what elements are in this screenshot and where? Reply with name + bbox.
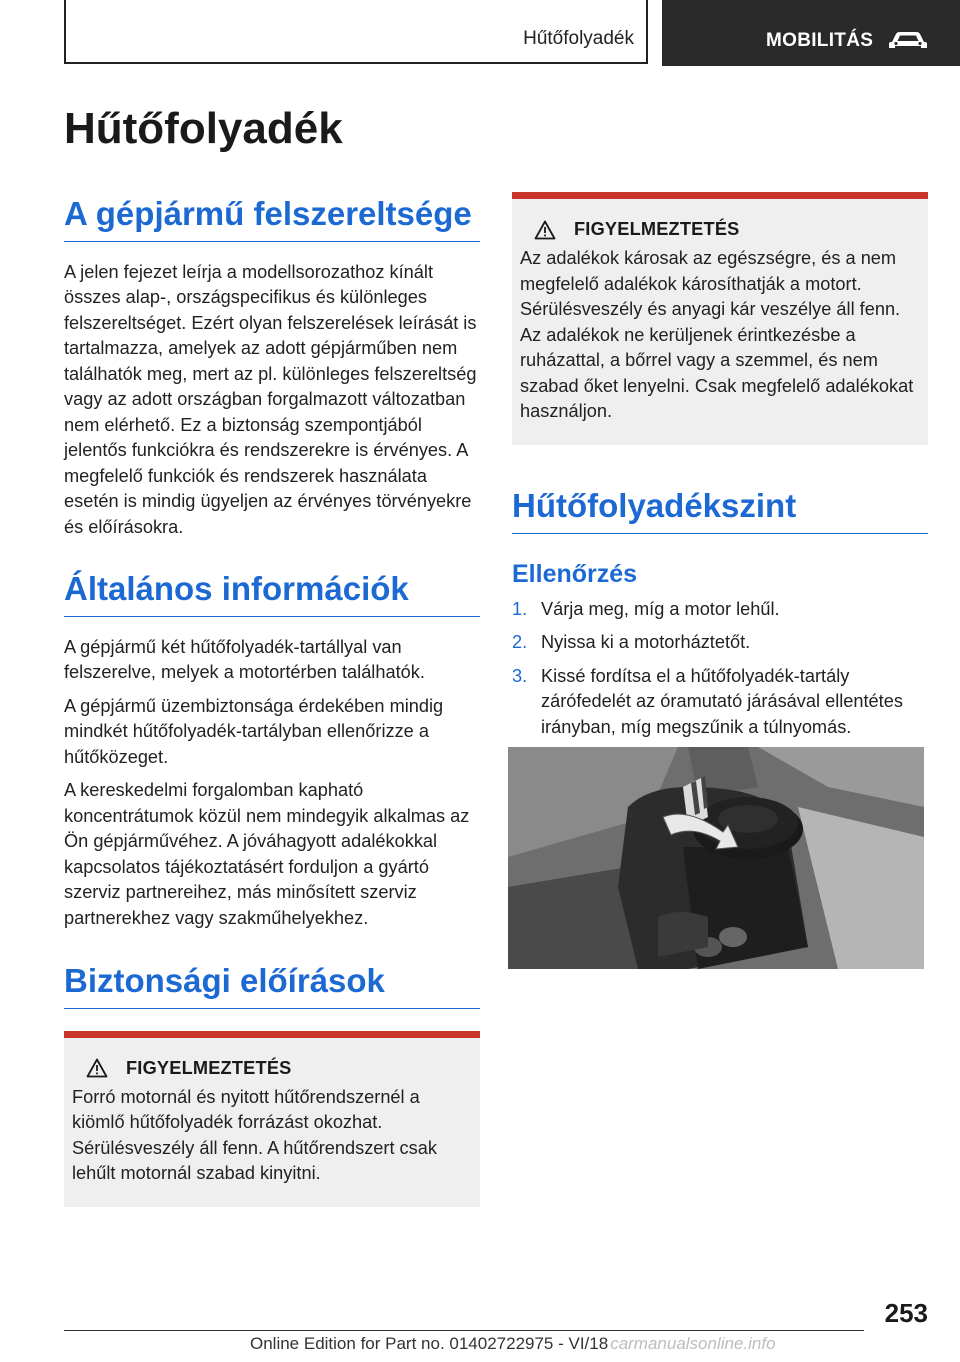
safety-warning-text: Forró motornál és nyitott hűtőrendszernél a kiömlő hűtőfolyadék forrázást okozhat. Sérülésveszély áll fenn. A hűtőrendszert csak lehűlt motornál szabad kinyitni. [72, 1086, 437, 1184]
general-info-heading: Általános információk [64, 570, 480, 617]
equipment-section [64, 195, 480, 540]
check-steps [512, 597, 928, 741]
header-chapter-box [64, 0, 648, 64]
step-text: Kissé fordítsa el a hűtőfolyadék-tartály zárófedelét az óramutató járásával ellentétes irányban, míg megszűnik a túlnyomás. [541, 665, 903, 737]
warning-triangle-icon [534, 220, 556, 240]
general-info-p3: A kereskedelmi forgalomban kapható koncentrátumok közül nem mindegyik alkalmas az Ön gépjárművéhez. A jóváhagyott adalékokkal kapcsolatos tájékoztatásért forduljon a gyártó szerviz partnereihez, más minősített szerviz partnerekhez vagy szakműhelyekhez. [64, 780, 470, 928]
step-item [512, 664, 928, 741]
footer-watermark: carmanualsonline.info [610, 1334, 776, 1353]
general-info-p1: A gépjármű két hűtőfolyadék-tartállyal van felszerelve, melyek a motortérben találhatók. [64, 636, 425, 683]
coolant-level-section [512, 487, 928, 748]
safety-warning-title: FIGYELMEZTETÉS [126, 1057, 292, 1078]
general-info-section [64, 570, 480, 931]
additives-warning-title: FIGYELMEZTETÉS [574, 219, 740, 239]
additives-warning-box [512, 192, 928, 445]
step-number: 3. [512, 665, 528, 686]
step-item [512, 630, 928, 656]
header-section: MOBILITÁS [766, 30, 874, 51]
footer-divider [64, 1330, 864, 1331]
coolant-reservoir-illustration [508, 747, 924, 969]
safety-heading: Biztonsági előírások [64, 962, 480, 1009]
safety-section [64, 962, 480, 1207]
general-info-p2: A gépjármű üzembiztonsága érdekében mindig mindkét hűtőfolyadék-tartályban ellenőrizze a hűtőközeget. [64, 695, 444, 767]
page-number: 253 [884, 1298, 928, 1328]
page-title: Hűtőfolyadék [64, 104, 343, 153]
additives-warning-box-wrap [512, 192, 928, 445]
footer [250, 1334, 776, 1354]
footer-edition: Online Edition for Part no. 01402722975 - VI/18 [250, 1334, 609, 1353]
warning-triangle-icon [86, 1058, 108, 1078]
safety-warning-box [64, 1031, 480, 1207]
step-text: Nyissa ki a motorháztetőt. [541, 632, 751, 653]
step-number: 1. [512, 598, 528, 619]
check-heading: Ellenőrzés [512, 559, 638, 588]
header-chapter: Hűtőfolyadék [523, 28, 634, 49]
step-number: 2. [512, 632, 528, 653]
equipment-heading: A gépjármű felszereltsége [64, 195, 480, 242]
header-section-tab [662, 0, 960, 66]
coolant-reservoir-photo [508, 747, 924, 969]
car-icon [888, 28, 928, 52]
additives-warning-text: Az adalékok károsak az egészségre, és a nem megfelelő adalékok károsíthatják a motort. Sérülésveszély és anyagi kár veszélye áll fenn. Az adalékok ne kerüljenek érintkezésbe a ruházattal, a bőrrel vagy a szemmel, és nem szabad őket lenyelni. Csak megfelelő adalékokat használjon. [520, 248, 914, 421]
equipment-text: A jelen fejezet leírja a modellsorozathoz kínált összes alap-, országspecifikus és különleges felszereltséget. Ezért olyan felszerelések leírását is tartalmazza, amelyek az adott gépjárműben nem találhatók meg, mert az pl. különleges felszereltség vagy az adott országban forgalmazott változatban nem elérhető. Ez a biztonság szempontjából jelentős funkciókra és rendszerekre is érvényes. A megfelelő funkciók és rendszerek használata esetén is mindig ügyeljen az érvényes törvényekre és előírásokra. [64, 261, 477, 537]
step-text: Várja meg, míg a motor lehűl. [541, 598, 780, 619]
step-item [512, 597, 928, 623]
coolant-level-heading: Hűtőfolyadékszint [512, 487, 928, 534]
